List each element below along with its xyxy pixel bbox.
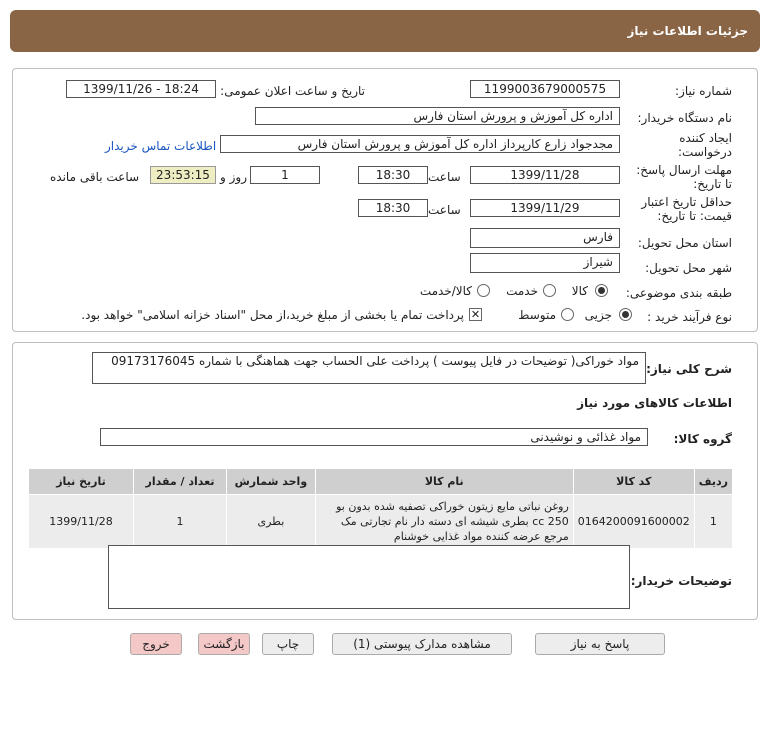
col-code: کد کالا [573,469,694,495]
need-number-label: شماره نیاز: [675,84,732,98]
view-attachments-button[interactable]: مشاهده مدارک پیوستی (1) [332,633,512,655]
cell-code: 0164200091600002 [573,495,694,549]
category-service-label: خدمت [506,284,538,298]
validity-time-field[interactable]: 18:30 [358,199,428,217]
items-table-header [29,469,733,495]
reply-date-field[interactable]: 1399/11/28 [470,166,620,184]
category-label: طبقه بندی موضوعی: [625,286,732,300]
process-partial-radio[interactable] [619,308,632,321]
items-table [28,468,733,549]
col-unit: واحد شمارش [227,469,316,495]
cell-row: 1 [694,495,732,549]
col-row: ردیف [694,469,732,495]
reply-button[interactable]: پاسخ به نیاز [535,633,665,655]
table-row[interactable] [29,495,733,549]
process-medium-label: متوسط [518,308,556,322]
treasury-payment-checkbox[interactable]: ✕ [470,308,481,321]
page-title-bar [10,10,760,52]
process-medium-radio[interactable] [561,308,574,321]
validity-time-label: ساعت [428,203,461,217]
category-goods-radio[interactable] [595,284,608,297]
reply-deadline-label-1: مهلت ارسال پاسخ: [636,163,732,177]
reply-time-label: ساعت [428,170,461,184]
remaining-time-value: 23:53:15 [150,166,216,184]
col-date: تاریخ نیاز [29,469,134,495]
col-qty: تعداد / مقدار [134,469,227,495]
back-button[interactable]: بازگشت [198,633,250,655]
process-type-label: نوع فرآیند خرید : [647,310,732,324]
validity-label-1: حداقل تاریخ اعتبار [641,195,732,209]
category-goods-label: کالا [571,284,588,298]
need-number-field[interactable]: 1199003679000575 [470,80,620,98]
category-service-radio[interactable] [543,284,556,297]
validity-date-field[interactable]: 1399/11/29 [470,199,620,217]
cell-name: روغن نباتی مایع زیتون خوراکی تصفیه شده بدون بو 250 cc بطری شیشه ای دسته دار نام تجارتی مک مرجع عرضه کننده مواد غذایی خوشنام [315,495,573,549]
validity-label-2: قیمت: تا تاریخ: [657,209,732,223]
city-field[interactable]: شیراز [470,253,620,273]
buyer-notes-field[interactable] [108,545,630,609]
buyer-org-field[interactable]: اداره کل آموزش و پرورش استان فارس [255,107,620,125]
cell-unit: بطری [227,495,316,549]
reply-deadline-label-2: تا تاریخ: [693,177,732,191]
category-both-label: کالا/خدمت [419,284,472,298]
province-label: استان محل تحویل: [637,236,732,250]
goods-group-field[interactable]: مواد غذائی و نوشیدنی [100,428,648,446]
goods-section-title: اطلاعات کالاهای مورد نیاز [577,396,732,410]
province-field[interactable]: فارس [470,228,620,248]
description-label: شرح کلی نیاز: [646,362,732,376]
description-field[interactable]: مواد خوراکی( توضیحات در فایل پیوست ) پرداخت علی الحساب جهت هماهنگی با شماره 09173176045 [92,352,646,384]
remaining-time-label: ساعت باقی مانده [50,170,140,184]
process-partial-label: جزیی [584,308,612,322]
reply-time-field[interactable]: 18:30 [358,166,428,184]
items-table-wrap [28,468,733,549]
days-field: 1 [250,166,320,184]
city-label: شهر محل تحویل: [645,261,732,275]
creator-field[interactable]: مجدجواد زارع کارپرداز اداره کل آموزش و پرورش استان فارس [220,135,620,153]
print-button[interactable]: چاپ [262,633,314,655]
goods-group-label: گروه کالا: [673,432,732,446]
announce-date-label: تاریخ و ساعت اعلان عمومی: [220,84,365,98]
exit-button[interactable]: خروج [130,633,182,655]
category-both-radio[interactable] [477,284,490,297]
cell-date: 1399/11/28 [29,495,134,549]
days-label: روز و [220,170,247,184]
page-title: جزئیات اطلاعات نیاز [627,24,748,38]
buyer-contact-link[interactable]: اطلاعات تماس خریدار [105,139,217,153]
treasury-payment-note: پرداخت تمام یا بخشی از مبلغ خرید،از محل "اسناد خزانه اسلامی" خواهد بود. [81,308,464,322]
cell-qty: 1 [134,495,227,549]
creator-label-2: درخواست: [678,145,732,159]
buyer-notes-label: توضیحات خریدار: [630,574,732,588]
announce-date-field[interactable]: 1399/11/26 - 18:24 [66,80,216,98]
col-name: نام کالا [315,469,573,495]
buyer-org-label: نام دستگاه خریدار: [637,111,732,125]
creator-label-1: ایجاد کننده [679,131,732,145]
